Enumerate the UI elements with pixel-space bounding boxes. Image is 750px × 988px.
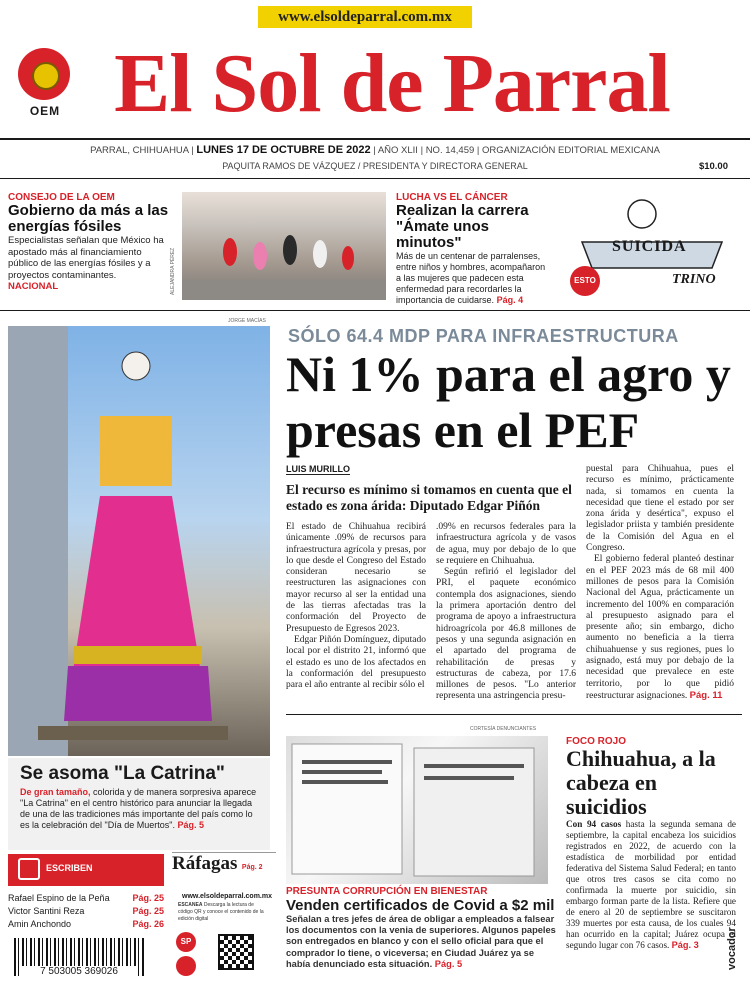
rafagas-box[interactable] — [172, 852, 276, 875]
photo-credit: ALEJANDRA PÉREZ — [170, 247, 176, 295]
summary: Más de un centenar de parralenses, entre niños y hombres, acompañaron a las mujeres que padecen esta enfermedad para recordarles la importancia de cuidarse. — [396, 251, 546, 305]
list-item[interactable]: Amin Anchondo Pág. 26 — [8, 919, 164, 929]
page-ref[interactable]: Pág. 5 — [434, 958, 463, 969]
kicker: CONSEJO DE LA OEM — [8, 192, 115, 203]
headline: Chihuahua, a la cabeza en suicidios — [566, 746, 716, 819]
cartoon-banner: SUICIDA — [612, 238, 687, 255]
subhead: El recurso es mínimo si tomamos en cuenta que el estado es zona árida: Diputado Edgar Piñón — [286, 482, 572, 513]
pen-icon — [18, 858, 40, 880]
list-item[interactable]: Victor Santini Reza Pág. 25 — [8, 906, 164, 916]
main-kicker: SÓLO 64.4 MDP PARA INFRAESTRUCTURA — [288, 326, 679, 346]
lead: Con 94 casos — [566, 819, 622, 829]
cartoonist-signature: TRINO — [672, 272, 716, 287]
documents-illustration — [286, 736, 548, 884]
page-ref[interactable]: Pág. 4 — [496, 295, 524, 305]
rafagas-title: Ráfagas — [172, 853, 238, 874]
divider — [0, 178, 750, 179]
qr-instructions: ESCANEA Descarga la lectura de código QR y conoce el contenido de la edición digital — [178, 902, 264, 922]
summary: colorida y de manera sorpresiva aparece "La Catrina" en el centro histórico para anunciar la llegada de una de las tradiciones más importante del país como lo es la celebración del "Día de Muertos". — [20, 787, 257, 830]
divider — [0, 138, 750, 140]
qr-code[interactable] — [218, 934, 254, 970]
escriben-header — [8, 854, 164, 886]
cartoon — [562, 190, 742, 298]
divider — [286, 714, 742, 715]
corruption-story[interactable] — [286, 886, 556, 970]
suicide-story[interactable] — [566, 736, 736, 951]
masthead-title: El Sol de Parral — [114, 37, 670, 130]
body-column-2: .09% en recursos federales para la infraestructura agrícola y de vasos de agua, muy por debajo de lo que se requiere en Chihuahua. Según refirió el legislador del PRI, el paquete económico contempla dos asignaciones, siendo la primera aportación dentro del programa de apoyo a infraestructura hidroagrícola por 46.8 millones de pesos y una segunda asignación en el apartado del programa de rehabilitación de presas y estructuras de cabeza, por 17.6 millones de pesos. "Lo anterior representa una astringencia presu- — [436, 522, 576, 702]
runners-illustration — [182, 192, 386, 300]
summary: Especialistas señalan que México ha apostado más al financiamiento público de las energías fósiles y a proyectos contaminantes. — [8, 235, 164, 281]
photo-credit: JORGE MACÍAS — [228, 318, 266, 324]
main-headline[interactable]: Ni 1% para el agro y presas en el PEF — [286, 346, 731, 458]
barcode-number: 7 503005 369026 — [20, 966, 138, 977]
body-column-1: El estado de Chihuahua recibirá únicamente .09% de recursos para infraestructura agrícola y presas, por lo que desde el Congreso del Estado consideran necesario se reestructuren las asignaciones con mayor recurso al ser la entidad una de las tierras afectadas tras la conformación del Proyecto de Presupuesto de Egresos 2023. Edgar Piñón Domínguez, diputado local por el distrito 21, informó que el estado es uno de los afectados en la conformación del presupuesto para el año entrante al recibir sólo el — [286, 522, 426, 691]
price: $10.00 — [698, 161, 728, 172]
page-ref[interactable]: Pág. 11 — [689, 689, 723, 701]
top-story-cancer[interactable] — [396, 192, 552, 306]
certificates-photo — [286, 736, 548, 884]
top-story-energy[interactable] — [8, 192, 170, 293]
director-line: PAQUITA RAMOS DE VÁZQUEZ / PRESIDENTA Y DIRECTORA GENERAL — [222, 161, 528, 171]
list-item[interactable]: Rafael Espino de la Peña Pág. 25 — [8, 893, 164, 903]
catrina-photo — [8, 326, 270, 756]
byline: LUIS MURILLO — [286, 464, 350, 474]
headline: Realizan la carrera "Ámate unos minutos" — [396, 202, 529, 251]
lead: De gran tamaño, — [20, 787, 91, 797]
kicker: PRESUNTA CORRUPCIÓN EN BIENESTAR — [286, 886, 488, 897]
divider — [0, 310, 750, 311]
section-label: NACIONAL — [8, 281, 59, 292]
catrina-illustration — [8, 326, 270, 756]
footer-url[interactable]: www.elsoldeparral.com.mx — [182, 893, 272, 900]
dateline: PARRAL, CHIHUAHUA | LUNES 17 DE OCTUBRE DE 2022 | AÑO XLII | NO. 14,459 | ORGANIZACIÓN EDITORIAL MEXICANA — [90, 144, 660, 156]
oem-sun-logo — [18, 48, 70, 100]
columnists-list — [8, 892, 164, 931]
headline: Gobierno da más a las energías fósiles — [8, 202, 169, 235]
headline: Venden certificados de Covid a $2 mil — [286, 897, 555, 914]
photo-credit: CORTESÍA DENUNCIANTES — [470, 726, 537, 732]
page-ref: Pág. 2 — [241, 864, 263, 871]
kicker: LUCHA VS EL CÁNCER — [396, 192, 508, 203]
summary: hasta la segunda semana de septiembre, la capital encabeza los suicidios registrados en 2022, de acuerdo con la estadística de morbilidad por entidad federativa del Sistema Salud Federal; en tanto que otros tres casos se cita como no confirmada la muerte por suicidio, sin embargo forman parte de la lista. Refiere que de enero al 20 de septiembre se suscitaron 339 muertes por esta causa, de los cuales 94 han ocurrido en la capital; Juárez ocupa el segundo lugar con 76 casos. — [566, 819, 737, 950]
site-url[interactable]: www.elsoldeparral.com.mx — [258, 6, 472, 28]
sp-badge: SP — [176, 932, 196, 952]
page-ref[interactable]: Pág. 3 — [671, 940, 699, 950]
oem-label: OEM — [29, 104, 61, 118]
race-photo — [182, 192, 386, 300]
headline: Se asoma "La Catrina" — [20, 763, 225, 784]
summary: Señalan a tres jefes de área de obligar a empleados a falsear los documentos con la venia de superiores. Algunos papeles son entregados en blanco y con el sello oficial para que el comprador lo tiene, o viceversa; en Ciudad Juárez ya se había denunciado esta situación. — [286, 914, 556, 969]
esto-badge[interactable]: ESTO — [570, 266, 600, 296]
escriben-label: ESCRIBEN — [46, 863, 93, 873]
body-column-3: puestal para Chihuahua, pues el recurso es mínimo, prácticamente nada, si tomamos en cuenta la necesidad que tiene el estado por ser zona árida y desértica", expuso el legislador priista y también presidente de la Comisión del Agua en el Congreso. El gobierno federal planteó destinar en el PEF 2023 más de 68 mil 400 millones de pesos para la Comisión Nacional del Agua, prácticamente un incremento del 100% en comparación al presupuesto asignado para el presente año; sin embargo, dicho aumento no beneficia a la tierra chihuahuense y sus regiones, pues lo asignado, está muy por debajo de la necesidad que prevalece en este territorio, por lo que pidió reestructurar asignaciones. Pág. 11 — [586, 464, 734, 701]
kicker: FOCO ROJO — [566, 736, 627, 747]
side-brand: vocador — [726, 927, 738, 970]
book-icon — [176, 956, 196, 976]
page-ref[interactable]: Pág. 5 — [177, 820, 204, 830]
catrina-story[interactable] — [8, 758, 270, 850]
